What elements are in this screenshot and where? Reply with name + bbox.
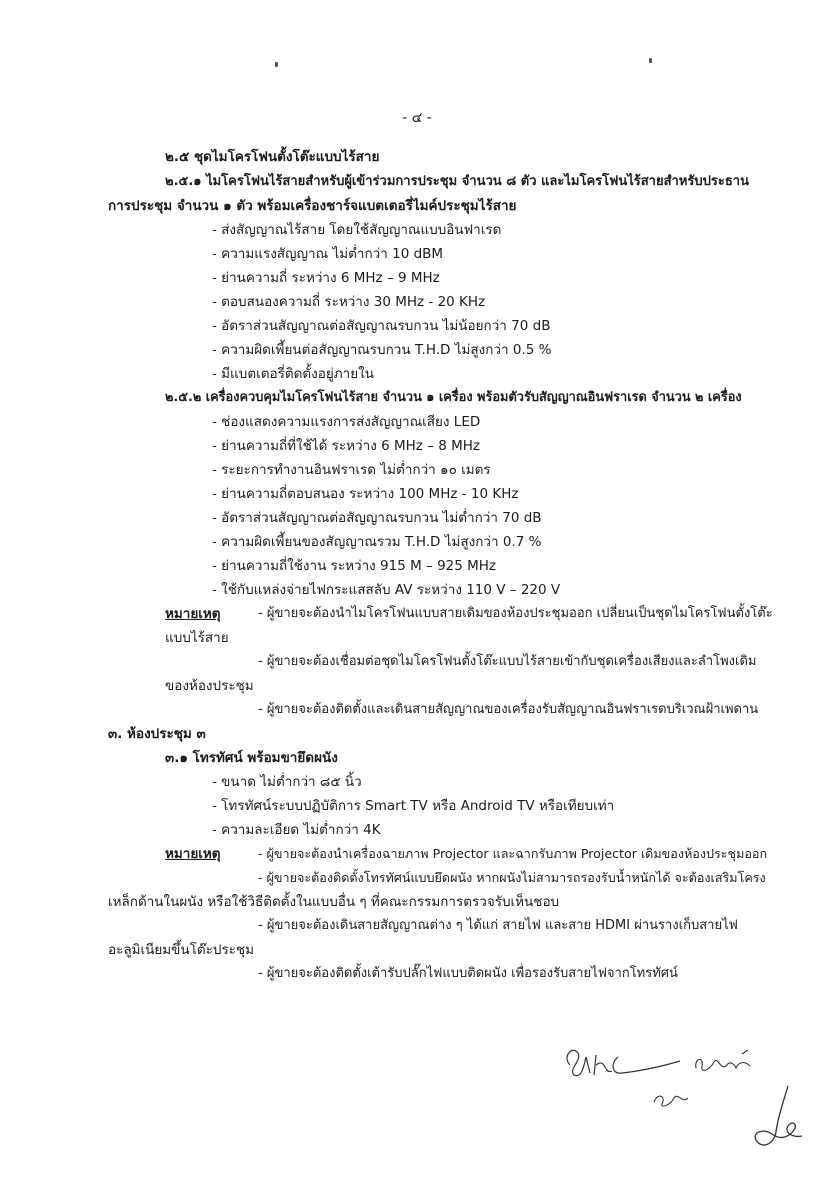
remark-label: หมายเหตุ [165, 606, 221, 622]
spec-item: - ใช้กับแหล่งจ่ายไฟกระแสสลับ AV ระหว่าง 110 V – 220 V [212, 582, 561, 598]
subsection-title-3-1: ๓.๑ โทรทัศน์ พร้อมขายึดผนัง [165, 750, 338, 766]
remark-continuation: เหล็กด้านในผนัง หรือใช้วิธีติดตั้งในแบบอื่น ๆ ที่คณะกรรมการตรวจรับเห็นชอบ [108, 894, 560, 910]
spec-item: - ความผิดเพี้ยนต่อสัญญาณรบกวน T.H.D ไม่สูงกว่า 0.5 % [212, 342, 552, 358]
remark-item: - ผู้ขายจะต้องติดตั้งเต้ารับปลั๊กไฟแบบติดผนัง เพื่อรองรับสายไฟจากโทรทัศน์ [258, 966, 678, 981]
spec-item: - ย่านความถี่ ระหว่าง 6 MHz – 9 MHz [212, 270, 440, 286]
remark-continuation: อะลูมิเนียมขึ้นโต๊ะประชุม [108, 942, 255, 958]
remark-item: - ผู้ขายจะต้องเชื่อมต่อชุดไมโครโฟนตั้งโต๊ะแบบไร้สายเข้ากับชุดเครื่องเสียงและลำโพงเดิม [258, 654, 757, 669]
spec-item: - ส่งสัญญาณไร้สาย โดยใช้สัญญาณแบบอินฟาเรด [212, 222, 502, 238]
spec-item: - ความละเอียด ไม่ต่ำกว่า 4K [212, 822, 381, 838]
remark-continuation: ของห้องประชุม [165, 678, 254, 694]
spec-item: - ย่านความถี่ที่ใช้ได้ ระหว่าง 6 MHz – 8 MHz [212, 438, 480, 454]
signature-2 [690, 1040, 770, 1080]
subsection-title-2-5-2: ๒.๕.๒ เครื่องควบคุมไมโครโฟนไร้สาย จำนวน ๑ เครื่อง พร้อมตัวรับสัญญาณอินฟราเรด จำนวน ๒ เครื่อง [165, 390, 742, 405]
subsection-title-2-5-1-line1: ๒.๕.๑ ไมโครโฟนไร้สายสำหรับผู้เข้าร่วมการประชุม จำนวน ๘ ตัว และไมโครโฟนไร้สายสำหรับประธาน [165, 174, 749, 189]
spec-item: - ตอบสนองความถี่ ระหว่าง 30 MHz - 20 KHz [212, 294, 486, 310]
spec-item: - ระยะการทำงานอินฟราเรด ไม่ต่ำกว่า ๑๐ เมตร [212, 462, 491, 478]
section-heading-2-5: ๒.๕ ชุดไมโครโฟนตั้งโต๊ะแบบไร้สาย [165, 149, 380, 165]
spec-item: - ช่องแสดงความแรงการส่งสัญญาณเสียง LED [212, 414, 481, 430]
remark-label: หมายเหตุ [165, 846, 221, 862]
remark-item: - ผู้ขายจะต้องเดินสายสัญญาณต่าง ๆ ได้แก่ สายไฟ และสาย HDMI ผ่านรางเก็บสายไฟ [258, 918, 738, 933]
spec-item: - ย่านความถี่ใช้งาน ระหว่าง 915 M – 925 MHz [212, 558, 497, 574]
remark-item: - ผู้ขายจะต้องติดตั้งโทรทัศน์แบบยึดผนัง หากผนังไม่สามารถรองรับน้ำหนักได้ จะต้องเสริมโครง [258, 870, 766, 885]
remark-item: - ผู้ขายจะต้องนำเครื่องฉายภาพ Projector และฉากรับภาพ Projector เดิมของห้องประชุมออก [258, 846, 768, 861]
scan-mark-left [275, 62, 278, 67]
spec-item: - โทรทัศน์ระบบปฏิบัติการ Smart TV หรือ Android TV หรือเทียบเท่า [212, 798, 615, 814]
remark-continuation: แบบไร้สาย [165, 630, 229, 646]
spec-item: - อัตราส่วนสัญญาณต่อสัญญาณรบกวน ไม่น้อยกว่า 70 dB [212, 318, 551, 334]
subsection-title-2-5-1-line2: การประชุม จำนวน ๑ ตัว พร้อมเครื่องชาร์จแบตเตอรี่ไมค์ประชุมไร้สาย [108, 198, 517, 214]
spec-item: - ย่านความถี่ตอบสนอง ระหว่าง 100 MHz - 10 KHz [212, 486, 519, 502]
page-number: - ๔ - [402, 110, 432, 126]
remark-item: - ผู้ขายจะต้องนำไมโครโฟนแบบสายเดิมของห้องประชุมออก เปลี่ยนเป็นชุดไมโครโฟนตั้งโต๊ะ [258, 606, 773, 621]
spec-item: - ความแรงสัญญาณ ไม่ต่ำกว่า 10 dBM [212, 246, 444, 262]
remark-item: - ผู้ขายจะต้องติดตั้งและเดินสายสัญญาณของเครื่องรับสัญญาณอินฟราเรดบริเวณฝ้าเพดาน [258, 702, 759, 717]
spec-item: - ขนาด ไม่ต่ำกว่า ๘๕ นิ้ว [212, 774, 362, 790]
spec-item: - มีแบตเตอรี่ติดตั้งอยู่ภายใน [212, 366, 374, 382]
section-heading-3: ๓. ห้องประชุม ๓ [108, 726, 206, 742]
signature-4 [748, 1080, 810, 1160]
signature-3 [648, 1078, 698, 1114]
spec-item: - อัตราส่วนสัญญาณต่อสัญญาณรบกวน ไม่ต่ำกว่า 70 dB [212, 510, 542, 526]
scan-mark-right [649, 58, 652, 63]
spec-item: - ความผิดเพี้ยนของสัญญาณรวม T.H.D ไม่สูงกว่า 0.7 % [212, 534, 542, 550]
